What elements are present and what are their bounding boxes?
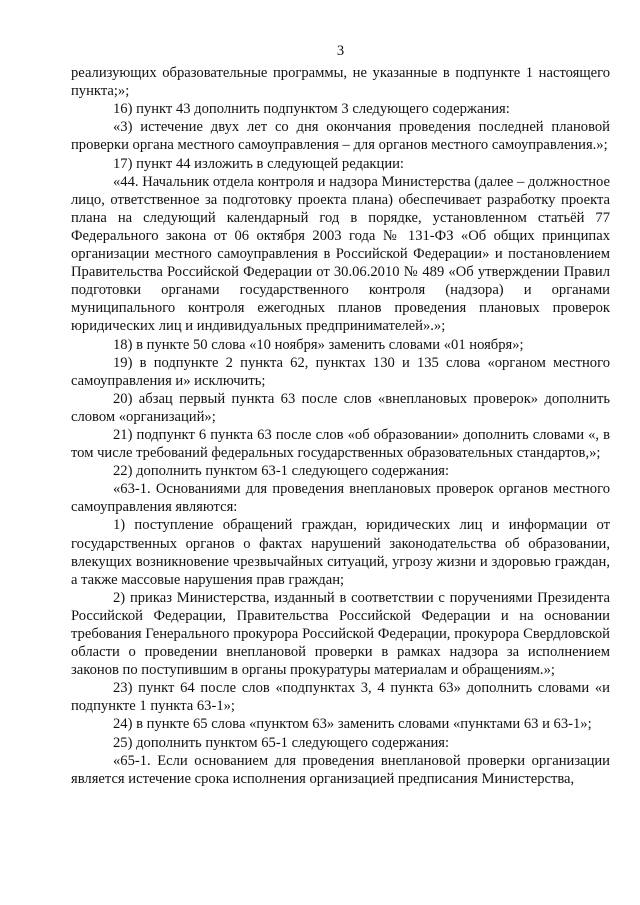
document-body [71,64,610,788]
paragraph: реализующих образовательные программы, не указанные в подпункте 1 настоящего пункта;»; [71,65,610,100]
paragraph: 21) подпункт 6 пункта 63 после слов «об образовании» дополнить словами «, в том числе требований федеральных государственных образовательных стандартов,»; [71,426,610,462]
paragraph: 20) абзац первый пункта 63 после слов «внеплановых проверок» дополнить словом «организаций»; [71,390,610,425]
paragraph: «65-1. Если основанием для проведения внеплановой проверки организации является истечение срока исполнения организацией предписания Министерства, [71,752,610,787]
paragraph: 18) в пункте 50 слова «10 ноября» заменить словами «01 ноября»; [113,336,524,353]
paragraph: 2) приказ Министерства, изданный в соответствии с поручениями Президента Российской Федерации, Правительства Российской Федерации и на основании требования Генерального прокурора Российской Федерации, прокурора Свердловской области о проведении внеплановой проверки в рамках надзора за исполнением законов по поступившим в органы прокуратуры материалам и обращениям.»; [71,589,610,679]
paragraph: 25) дополнить пунктом 65-1 следующего содержания: [113,734,450,751]
paragraph: 24) в пункте 65 слова «пунктом 63» заменить словами «пунктами 63 и 63-1»; [113,716,592,733]
paragraph: 22) дополнить пунктом 63-1 следующего содержания: [113,463,450,480]
paragraph: «44. Начальник отдела контроля и надзора Министерства (далее – должностное лицо, ответственное за подготовку проекта плана) обеспечивает разработку проекта плана на следующий календарный год в порядке, установленном статьёй 77 Федерального закона от 06 октября 2003 года № 131-ФЗ «Об общих принципах организации местного самоуправления в Российской Федерации» и постановлением Правительства Российской Федерации от 30.06.2010 № 489 «Об утверждении Правил подготовки органами государственного контроля (надзора) и органами муниципального контроля ежегодных планов проведения плановых проверок юридических лиц и индивидуальных предпринимателей».»; [71,173,610,335]
paragraph: 16) пункт 43 дополнить подпунктом 3 следующего содержания: [113,101,510,118]
paragraph: «63-1. Основаниями для проведения внеплановых проверок органов местного самоуправления являются: [71,481,610,516]
page-number: 3 [336,43,345,59]
paragraph: 1) поступление обращений граждан, юридических лиц и информации от государственных органов о фактах нарушений законодательства об образовании, влекущих возникновение чрезвычайных ситуаций, угрозу жизни и здоровью граждан, а также массовые нарушения прав граждан; [71,517,610,588]
paragraph: 19) в подпункте 2 пункта 62, пунктах 130 и 135 слова «органом местного самоуправления и» исключить; [71,354,610,389]
paragraph: «3) истечение двух лет со дня окончания проведения последней плановой проверки органа местного самоуправления – для органов местного самоуправления.»; [71,119,610,154]
paragraph: 17) пункт 44 изложить в следующей редакции: [113,155,404,172]
paragraph: 23) пункт 64 после слов «подпунктах 3, 4 пункта 63» дополнить словами «и подпункте 1 пункта 63-1»; [71,680,610,715]
